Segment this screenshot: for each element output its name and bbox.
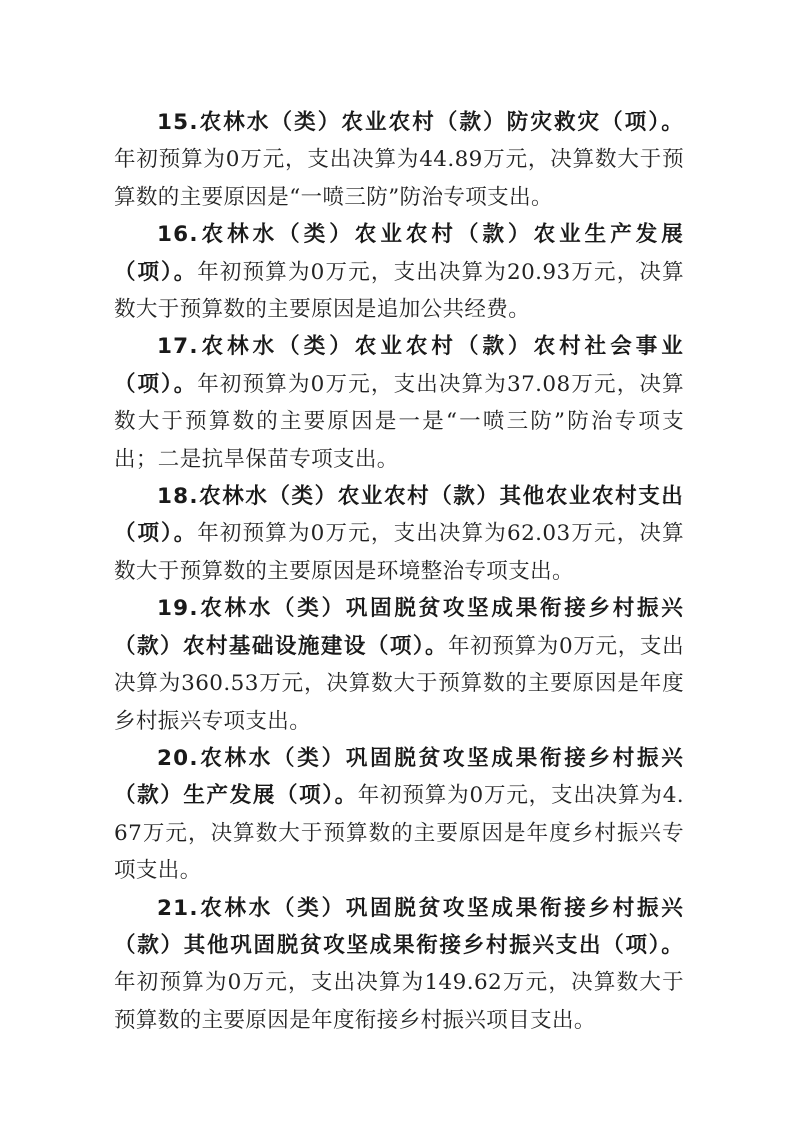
paragraph-18 <box>114 478 684 590</box>
paragraph-21 <box>114 890 684 1040</box>
paragraph-heading: 19.农林水（类）巩固脱贫攻坚成果衔接乡村振兴（款）农村基础设施建设（项）。 <box>114 596 684 659</box>
paragraph-heading: 15.农林水（类）农业农村（款）防灾救灾（项）。 <box>157 110 684 135</box>
document-body <box>114 104 684 1039</box>
paragraph-text: 年初预算为0万元，支出决算为4.67万元，决算数大于预算数的主要原因是年度乡村振兴专项支出。 <box>114 783 685 884</box>
paragraph-heading: 21.农林水（类）巩固脱贫攻坚成果衔接乡村振兴（款）其他巩固脱贫攻坚成果衔接乡村振兴支出（项）。 <box>114 895 684 958</box>
paragraph-text: 年初预算为0万元，支出决算为20.93万元，决算数大于预算数的主要原因是追加公共经费。 <box>114 259 684 323</box>
paragraph-heading: 17.农林水（类）农业农村（款）农村社会事业（项）。 <box>114 334 684 397</box>
paragraph-15 <box>114 104 684 216</box>
paragraph-text: 年初预算为0万元，支出决算为149.62万元，决算数大于预算数的主要原因是年度衔接乡村振兴项目支出。 <box>114 970 684 1033</box>
paragraph-heading: 16.农林水（类）农业农村（款）农业生产发展（项）。 <box>114 222 684 285</box>
paragraph-17 <box>114 328 684 478</box>
paragraph-heading: 20.农林水（类）巩固脱贫攻坚成果衔接乡村振兴（款）生产发展（项）。 <box>114 745 684 809</box>
paragraph-heading: 18.农林水（类）农业农村（款）其他农业农村支出（项）。 <box>114 484 684 547</box>
paragraph-20 <box>114 740 684 890</box>
paragraph-text: 年初预算为0万元，支出决算为360.53万元，决算数大于预算数的主要原因是年度乡村振兴专项支出。 <box>114 633 684 734</box>
paragraph-19 <box>114 590 684 740</box>
paragraph-text: 年初预算为0万元，支出决算为62.03万元，决算数大于预算数的主要原因是环境整治专项支出。 <box>114 521 684 584</box>
paragraph-text: 年初预算为0万元，支出决算为44.89万元，决算数大于预算数的主要原因是“一喷三防”防治专项支出。 <box>114 147 684 210</box>
paragraph-16 <box>114 216 684 328</box>
paragraph-text: 年初预算为0万元，支出决算为37.08万元，决算数大于预算数的主要原因是一是“一喷三防”防治专项支出；二是抗旱保苗专项支出。 <box>114 371 684 472</box>
